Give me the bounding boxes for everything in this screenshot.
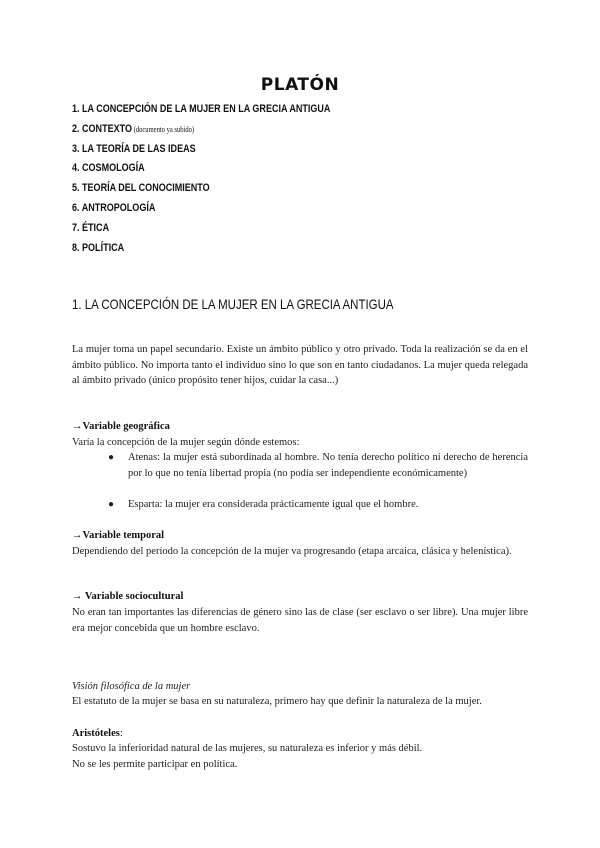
table-of-contents	[72, 100, 387, 258]
toc-item	[72, 140, 330, 160]
toc-item	[72, 199, 330, 219]
toc-item-text: 1. LA CONCEPCIÓN DE LA MUJER EN LA GRECIA ANTIGUA	[72, 103, 331, 115]
bullet-text: Esparta: la mujer era considerada prácticamente igual que el hombre.	[128, 499, 419, 510]
section-heading: 1. LA CONCEPCIÓN DE LA MUJER EN LA GRECIA ANTIGUA	[72, 296, 394, 312]
toc-item	[72, 120, 330, 140]
toc-item	[72, 239, 330, 259]
geo-heading: →Variable geográfica	[72, 421, 170, 432]
aristoteles-heading: Aristóteles	[72, 728, 120, 739]
aristoteles-colon: :	[119, 728, 123, 739]
aristoteles-heading-line	[72, 726, 528, 742]
toc-item-text: 7. ÉTICA	[72, 221, 110, 234]
toc-item-text: 4. COSMOLOGÍA	[72, 162, 145, 175]
bullet-item	[108, 450, 528, 481]
temporal-text: Dependiendo del período la concepción de la mujer va progresando (etapa arcaica, clásica y helenística).	[72, 546, 512, 557]
vision-heading: Visión filosófica de la mujer	[72, 681, 191, 692]
socio-text: No eran tan importantes las diferencias de género sino las de clase (ser esclavo o ser libre). Una mujer libre era mejor concebida que un hombre esclavo.	[72, 607, 528, 634]
bullet-text: Atenas: la mujer está subordinada al hombre. No tenía derecho político ni derecho de herencia por lo que no tenía libertad propia (no podía ser independiente económicamente)	[128, 452, 528, 479]
geo-text: Varía la concepción de la mujer según dónde estemos:	[72, 437, 300, 448]
toc-item-text: 5. TEORÍA DEL CONOCIMIENTO	[72, 182, 210, 195]
toc-item-text: 8. POLÍTICA	[72, 241, 125, 254]
toc-item-text: 2. CONTEXTO	[72, 122, 132, 135]
socio-heading: → Variable sociocultural	[72, 591, 184, 602]
bullet-icon: ●	[108, 499, 115, 510]
toc-item	[72, 159, 330, 179]
aristoteles-line-2: No se les permite participar en política.	[72, 759, 238, 770]
toc-item-text: 3. LA TEORÍA DE LAS IDEAS	[72, 142, 196, 155]
toc-item	[72, 219, 330, 239]
aristoteles-line-1: Sostuvo la inferioridad natural de las mujeres, su naturaleza es inferior y más débil.	[72, 743, 423, 754]
intro-paragraph: La mujer toma un papel secundario. Existe un ámbito público y otro privado. Toda la realización se da en el ámbito público. No importa tanto el individuo sino lo que son en tanto ciudadanos. La mujer queda relegada al ámbito privado (único propósito tener hijos, cuidar la casa...)	[72, 344, 528, 387]
bullet-icon: ●	[108, 452, 115, 463]
toc-item-note: (documento ya subido)	[131, 124, 195, 134]
toc-item	[72, 179, 330, 199]
document-title: PLATÓN	[260, 75, 340, 95]
toc-item-text: 6. ANTROPOLOGÍA	[72, 201, 156, 214]
vision-text: El estatuto de la mujer se basa en su naturaleza, primero hay que definir la naturaleza de la mujer.	[72, 696, 482, 707]
toc-item	[72, 100, 330, 120]
temporal-heading: →Variable temporal	[72, 530, 165, 541]
bullet-item	[108, 497, 528, 513]
